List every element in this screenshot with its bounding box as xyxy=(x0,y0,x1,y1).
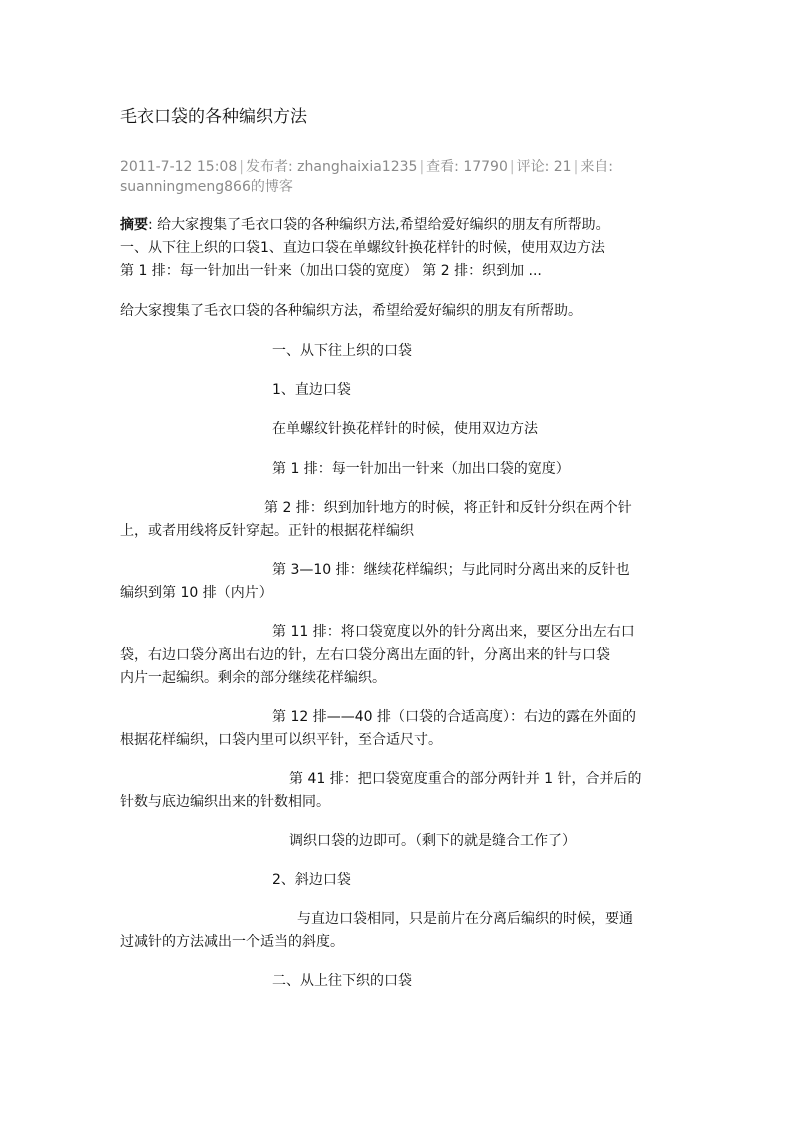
row-3-instruction-b: 编织到第 10 排（内片） xyxy=(120,585,273,601)
meta-divider: | xyxy=(239,159,244,175)
meta-divider: | xyxy=(419,159,425,175)
row-3-instruction-a: 第 3—10 排：继续花样编织；与此同时分离出来的反针也 xyxy=(272,562,630,578)
comments-count[interactable]: 21 xyxy=(553,159,572,175)
source-blog[interactable]: suanningmeng866的博客 xyxy=(120,179,293,195)
slanted-paragraph-b: 过减针的方法减出一个适当的斜度。 xyxy=(120,934,344,950)
source-label: 来自: xyxy=(580,159,614,175)
row-41-instruction-b: 针数与底边编织出来的针数相同。 xyxy=(120,794,330,810)
summary-line-1 xyxy=(120,215,610,235)
row-11-instruction-b: 袋，右边口袋分离出右边的针，左右口袋分离出左面的针，分离出来的针与口袋 xyxy=(120,647,610,663)
summary-line-2: 一、从下往上织的口袋1、直边口袋在单螺纹针换花样针的时候，使用双边方法 xyxy=(120,240,605,256)
subsection-heading-slanted: 2、斜边口袋 xyxy=(272,872,351,888)
summary-line-3: 第 1 排：每一针加出一针来（加出口袋的宽度） 第 2 排：织到加 ... xyxy=(120,263,542,279)
row-2-instruction-b: 上，或者用线将反针穿起。正针的根据花样编织 xyxy=(120,523,414,539)
row-41-instruction-a: 第 41 排：把口袋宽度重合的部分两针并 1 针，合并后的 xyxy=(289,771,642,787)
summary-text: : 给大家搜集了毛衣口袋的各种编织方法,希望给爱好编织的朋友有所帮助。 xyxy=(148,217,610,233)
row-2-instruction-a: 第 2 排：织到加针地方的时候，将正针和反针分织在两个针 xyxy=(264,500,632,516)
post-date: 2011-7-12 15:08 xyxy=(120,159,238,175)
meta-divider: | xyxy=(509,159,515,175)
finishing-note: 调织口袋的边即可。（剩下的就是缝合工作了） xyxy=(289,833,576,849)
article-meta-line2 xyxy=(120,177,293,197)
views-label: 查看: xyxy=(426,159,459,175)
section-heading-2: 二、从上往下织的口袋 xyxy=(272,973,412,989)
row-12-instruction-b: 根据花样编织，口袋内里可以织平针，至合适尺寸。 xyxy=(120,732,442,748)
section-heading-1: 一、从下往上织的口袋 xyxy=(272,343,412,359)
row-1-instruction: 第 1 排：每一针加出一针来（加出口袋的宽度） xyxy=(272,461,570,477)
article-meta-line1 xyxy=(120,157,613,177)
row-11-instruction-c: 内片一起编织。剩余的部分继续花样编织。 xyxy=(120,670,386,686)
summary-label: 摘要 xyxy=(120,217,148,233)
meta-divider: | xyxy=(573,159,579,175)
paragraph-method: 在单螺纹针换花样针的时候，使用双边方法 xyxy=(272,421,538,437)
views-count: 17790 xyxy=(463,159,508,175)
slanted-paragraph-a: 与直边口袋相同，只是前片在分离后编织的时候，要通 xyxy=(297,911,633,927)
row-12-instruction-a: 第 12 排——40 排（口袋的合适高度）：右边的露在外面的 xyxy=(272,709,636,725)
author-name[interactable]: zhanghaixia1235 xyxy=(297,159,418,175)
row-11-instruction-a: 第 11 排：将口袋宽度以外的针分离出来，要区分出左右口 xyxy=(272,624,635,640)
intro-paragraph: 给大家搜集了毛衣口袋的各种编织方法，希望给爱好编织的朋友有所帮助。 xyxy=(120,303,582,319)
subsection-heading-straight: 1、直边口袋 xyxy=(272,382,351,398)
author-label: 发布者: xyxy=(245,159,293,175)
comments-label: 评论: xyxy=(516,159,550,175)
article-title: 毛衣口袋的各种编织方法 xyxy=(120,107,307,127)
